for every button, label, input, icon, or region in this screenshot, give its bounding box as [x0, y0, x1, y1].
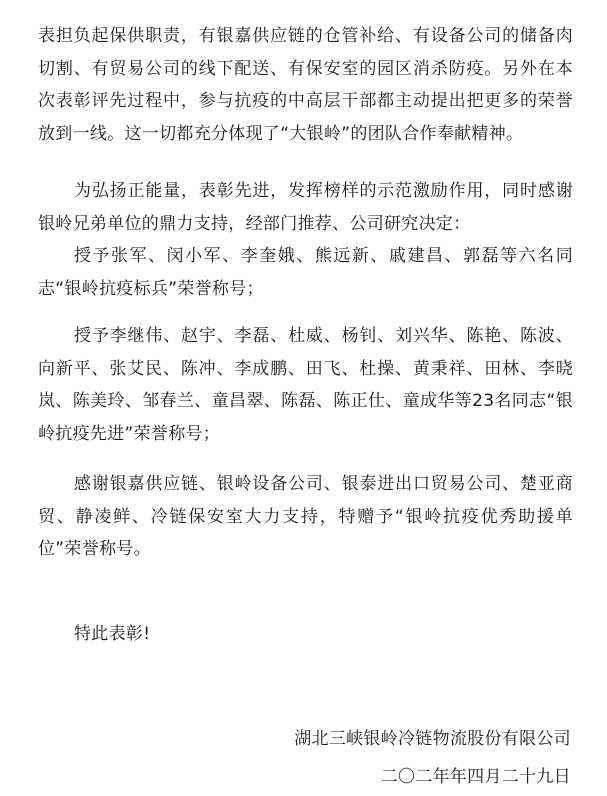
paragraph-duties: 表担负起保供职责，有银嘉供应链的仓管补给、有设备公司的储备肉切割、有贸易公司的线下配送、有保安室的园区消杀防疫。另外在本次表彰评先过程中，参与抗疫的中高层干部都主动提出把更多的荣誉放到一线。这一切都充分体现了“大银岭”的团队合作奉献精神。 [38, 26, 573, 144]
paragraph-purpose: 为弘扬正能量，表彰先进，发挥榜样的示范激励作用，同时感谢银岭兄弟单位的鼎力支持，经部门推荐、公司研究决定： [38, 181, 573, 234]
paragraph-award-model: 授予张军、闵小军、李奎娥、熊远新、戚建昌、郭磊等六名同志“银岭抗疫标兵”荣誉称号； [38, 246, 573, 299]
paragraph-award-advanced: 授予李继伟、赵宇、李磊、杜威、杨钊、刘兴华、陈艳、陈波、向新平、张艾民、陈冲、李成鹏、田飞、杜操、黄秉祥、田林、李晓岚、陈美玲、邹春兰、童昌翠、陈磊、陈正仕、童成华等23名同志“银岭抗疫先进”荣誉称号； [38, 326, 573, 444]
signature-date: 二〇二年年四月二十九日 [380, 767, 571, 787]
paragraph-closing: 特此表彰! [74, 624, 151, 644]
signature-company: 湖北三峡银岭冷链物流股份有限公司 [294, 729, 571, 749]
paragraph-thanks-units: 感谢银嘉供应链、银岭设备公司、银泰进出口贸易公司、楚亚商贸、静凌鲜、冷链保安室大力支持，特赠予“银岭抗疫优秀助援单位”荣誉称号。 [38, 474, 573, 559]
